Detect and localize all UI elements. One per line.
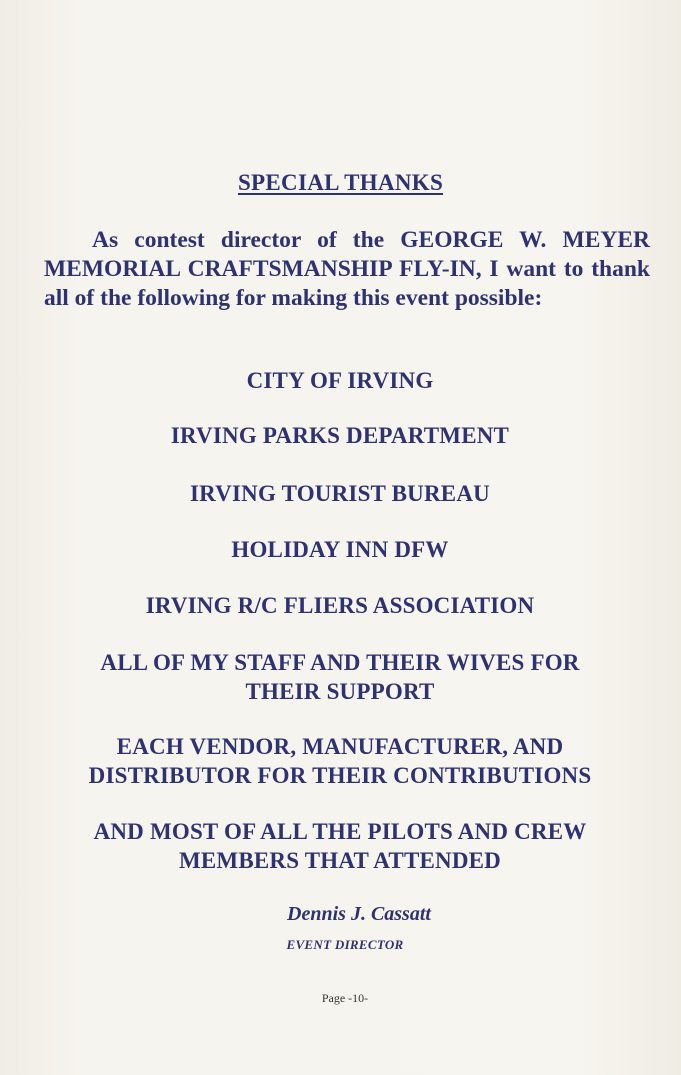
- signature-name: Dennis J. Cassatt: [287, 903, 431, 925]
- page-number: Page -10-: [321, 991, 369, 1005]
- thanks-line: CITY OF IRVING: [246, 368, 434, 393]
- thanks-line: THEIR SUPPORT: [245, 679, 435, 704]
- intro-paragraph: As contest director of the GEORGE W. MEYER MEMORIAL CRAFTSMANSHIP FLY-IN, I want to thank all of the following for making this event possible:: [44, 227, 650, 311]
- signature-title: EVENT DIRECTOR: [286, 937, 404, 952]
- thanks-item: [40, 479, 640, 508]
- thanks-line: ALL OF MY STAFF AND THEIR WIVES FOR: [100, 650, 580, 675]
- thanks-item: [40, 817, 640, 875]
- thanks-item: [40, 421, 640, 450]
- thanks-item: [40, 535, 640, 564]
- thanks-line: IRVING PARKS DEPARTMENT: [170, 423, 510, 448]
- thanks-line: MEMBERS THAT ATTENDED: [178, 848, 501, 873]
- thanks-item: [40, 591, 640, 620]
- thanks-line: IRVING R/C FLIERS ASSOCIATION: [145, 593, 535, 618]
- page-heading: SPECIAL THANKS: [237, 170, 444, 195]
- thanks-line: EACH VENDOR, MANUFACTURER, AND: [116, 734, 564, 759]
- thanks-line: IRVING TOURIST BUREAU: [190, 481, 490, 506]
- thanks-item: [40, 732, 640, 790]
- thanks-line: DISTRIBUTOR FOR THEIR CONTRIBUTIONS: [88, 763, 592, 788]
- thanks-line: AND MOST OF ALL THE PILOTS AND CREW: [93, 819, 587, 844]
- thanks-line: HOLIDAY INN DFW: [231, 537, 449, 562]
- thanks-item: [40, 366, 640, 395]
- thanks-item: [40, 648, 640, 706]
